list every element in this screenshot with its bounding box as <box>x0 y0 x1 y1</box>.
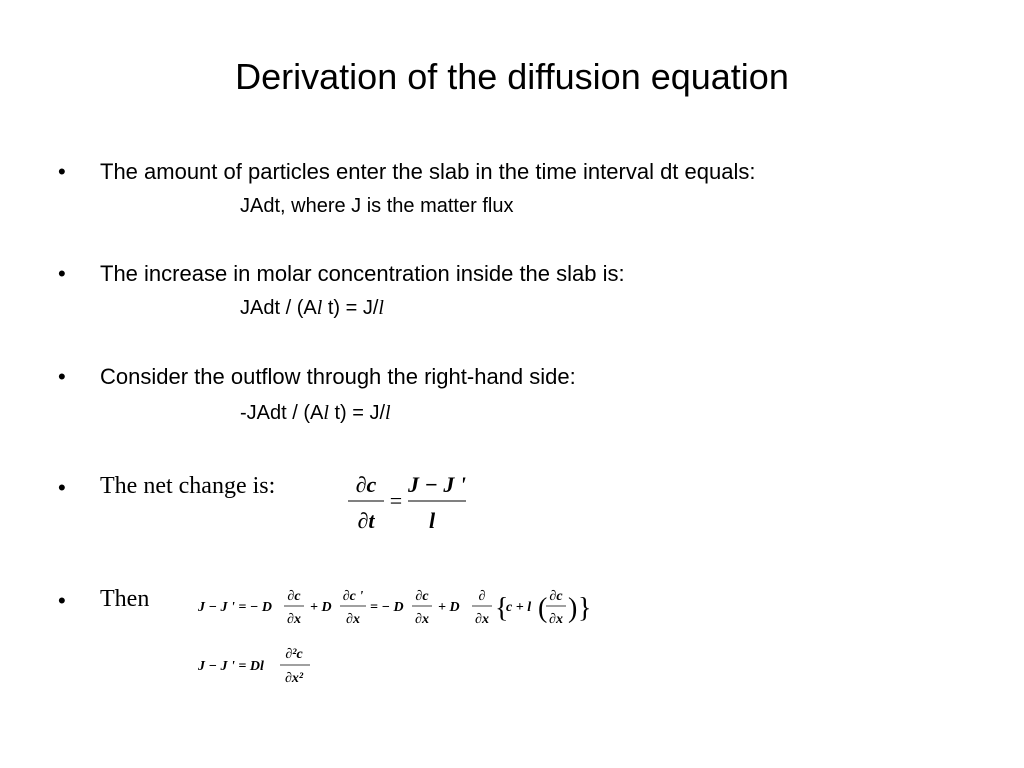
paren-close: ) <box>568 593 578 624</box>
slide-title: Derivation of the diffusion equation <box>235 56 789 97</box>
plus-d-2: + D <box>438 600 460 615</box>
bullet-4-text: The net change is: <box>100 473 276 499</box>
bullet-1-subtext: JAdt, where J is the matter flux <box>240 195 514 217</box>
net-change-equation <box>340 468 480 540</box>
bullet-marker: • <box>58 475 66 500</box>
then-line2-lhs: J − J ' = Dl <box>198 659 264 674</box>
eq-minus-d: = − D <box>370 600 404 615</box>
bullet-2-sub-prefix: JAdt / (A <box>240 297 317 319</box>
bullet-marker: • <box>58 588 66 613</box>
frac1-den: ∂x <box>287 612 301 627</box>
brace-close: } <box>578 593 592 624</box>
bullet-3-sub-l2: l <box>385 402 391 424</box>
frac5-den: ∂x <box>549 612 563 627</box>
frac5-num: ∂c <box>549 589 563 604</box>
then-equations <box>194 578 594 698</box>
frac4-num: ∂ <box>478 589 486 604</box>
then-line1-lhs: J − J ' = − D <box>198 600 272 615</box>
bullet-5-text: Then <box>100 586 150 612</box>
plus-d: + D <box>310 600 332 615</box>
rhs-denominator: l <box>428 508 436 533</box>
lhs-denominator: ∂t <box>357 508 375 533</box>
frac2-den: ∂x <box>346 612 360 627</box>
rhs-numerator: J − J ' <box>408 472 466 497</box>
c-plus-l: c + l <box>506 600 532 615</box>
bullet-2-subtext <box>240 297 384 320</box>
bullet-marker: • <box>58 159 66 184</box>
frac4-den: ∂x <box>475 612 489 627</box>
bullet-3-subtext <box>240 402 391 425</box>
bullet-3-sub-mid: t) = J/ <box>328 402 386 424</box>
bullet-3-sub-prefix: -JAdt / (A <box>240 402 324 424</box>
bullet-3-sub-l1: l <box>323 402 329 424</box>
bullet-2-sub-l1: l <box>316 297 323 319</box>
then-line2-num: ∂²c <box>285 647 303 662</box>
bullet-marker: • <box>58 261 66 286</box>
frac3-den: ∂x <box>415 612 429 627</box>
lhs-numerator: ∂c <box>355 472 377 497</box>
bullet-2-text: The increase in molar concentration inside the slab is: <box>100 261 625 286</box>
bullet-1-text: The amount of particles enter the slab in the time interval dt equals: <box>100 159 756 184</box>
equals-sign: = <box>389 488 403 513</box>
frac2-num: ∂c ' <box>342 589 364 604</box>
bullet-marker: • <box>58 364 66 389</box>
frac1-num: ∂c <box>287 589 301 604</box>
then-line2-den: ∂x² <box>284 671 304 686</box>
paren-open: ( <box>538 593 548 624</box>
brace-open: { <box>495 593 509 624</box>
bullet-2-sub-mid: t) = J/ <box>322 297 379 319</box>
bullet-3-text: Consider the outflow through the right-hand side: <box>100 364 576 389</box>
bullet-2-sub-l2: l <box>378 297 384 319</box>
frac3-num: ∂c <box>415 589 429 604</box>
